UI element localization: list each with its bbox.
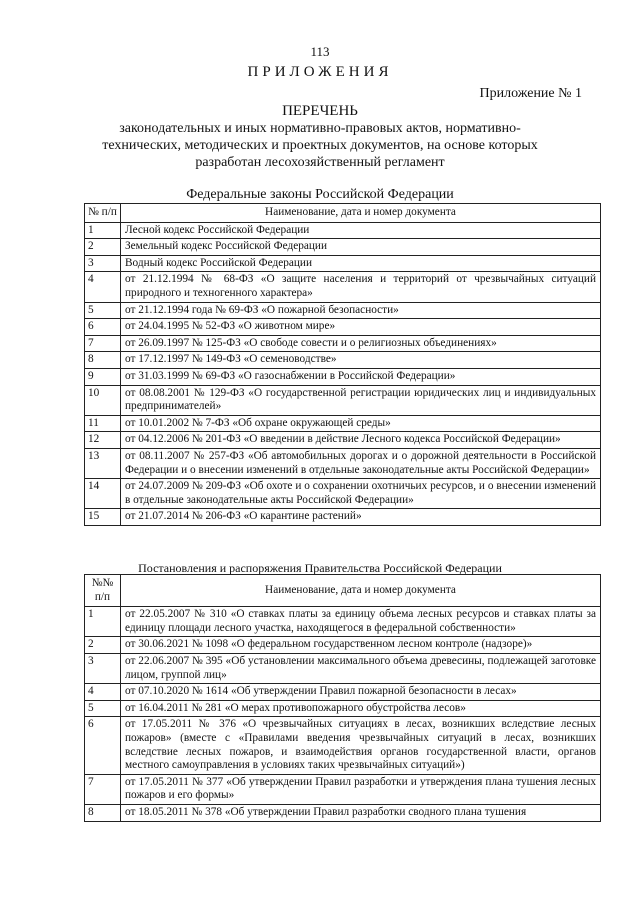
document-reference: от 18.05.2011 № 378 «Об утверждении Правил разработки сводного плана тушения (121, 804, 601, 821)
table-row (85, 653, 601, 683)
appendices-heading: ПРИЛОЖЕНИЯ (247, 64, 393, 80)
row-number: 8 (85, 804, 121, 821)
document-reference: от 26.09.1997 № 125-ФЗ «О свободе совести и о религиозных объединениях» (121, 335, 601, 352)
document-reference: от 22.05.2007 № 310 «О ставках платы за единицу объема лесных ресурсов и ставках платы за единицу площади лесного участка, находящегося в федеральной собственности» (121, 607, 601, 637)
page-number: 113 (310, 44, 330, 59)
column-header-name: Наименование, дата и номер документа (121, 575, 601, 607)
table-row (85, 272, 601, 302)
document-reference: от 31.03.1999 № 69-ФЗ «О газоснабжении в Российской Федерации» (121, 368, 601, 385)
row-number: 5 (85, 700, 121, 717)
row-number: 12 (85, 432, 121, 449)
table-row (85, 415, 601, 432)
table-row (85, 385, 601, 415)
table-row (85, 368, 601, 385)
table-header-row (85, 204, 601, 223)
table-row (85, 607, 601, 637)
table-row (85, 684, 601, 701)
document-reference: от 22.06.2007 № 395 «Об установлении максимального объема древесины, подлежащей заготовке лицом, группой лиц» (121, 653, 601, 683)
row-number: 7 (85, 774, 121, 804)
table-row (85, 335, 601, 352)
table-row (85, 479, 601, 509)
document-reference: от 10.01.2002 № 7-ФЗ «Об охране окружающей среды» (121, 415, 601, 432)
row-number: 7 (85, 335, 121, 352)
table-row (85, 804, 601, 821)
annex-label: Приложение № 1 (479, 86, 582, 101)
row-number: 13 (85, 448, 121, 478)
document-title: ПЕРЕЧЕНЬ (282, 103, 358, 119)
document-reference: от 21.07.2014 № 206-ФЗ «О карантине растений» (121, 509, 601, 526)
table-row (85, 774, 601, 804)
document-reference: от 07.10.2020 № 1614 «Об утверждении Правил пожарной безопасности в лесах» (121, 684, 601, 701)
table-row (85, 432, 601, 449)
column-header-number: № п/п (85, 204, 121, 223)
row-number: 8 (85, 352, 121, 369)
government-decrees-table (84, 574, 601, 822)
document-subtitle: законодательных и иных нормативно-правовых актов, нормативно-технических, методических и проектных документов, на основе которых разработан лесохозяйственный регламент (102, 121, 538, 170)
table-row (85, 700, 601, 717)
table-row (85, 302, 601, 319)
row-number: 15 (85, 509, 121, 526)
row-number: 6 (85, 717, 121, 774)
row-number: 4 (85, 684, 121, 701)
document-reference: Лесной кодекс Российской Федерации (121, 222, 601, 239)
section-federal-laws-title: Федеральные законы Российской Федерации (186, 187, 454, 202)
document-reference: от 24.07.2009 № 209-ФЗ «Об охоте и о сохранении охотничьих ресурсов, и о внесении изменений в отдельные законодательные акты Российской Федерации» (121, 479, 601, 509)
document-reference: от 30.06.2021 № 1098 «О федеральном государственном лесном контроле (надзоре)» (121, 637, 601, 654)
document-reference: от 17.05.2011 № 376 «О чрезвычайных ситуациях в лесах, возникших вследствие лесных пожаров» (вместе с «Правилами введения чрезвычайных ситуаций в лесах, возникших вследствие лесных пожаров, и взаимодействия органов государственной власти, органов местного самоуправления в условиях таких чрезвычайных ситуаций») (121, 717, 601, 774)
row-number: 3 (85, 255, 121, 272)
section-government-decrees-title: Постановления и распоряжения Правительства Российской Федерации (138, 561, 502, 575)
table-row (85, 637, 601, 654)
document-reference: от 21.12.1994 года № 69-ФЗ «О пожарной безопасности» (121, 302, 601, 319)
table-row (85, 717, 601, 774)
document-reference: от 08.08.2001 № 129-ФЗ «О государственной регистрации юридических лиц и индивидуальных предпринимателей» (121, 385, 601, 415)
table-row (85, 319, 601, 336)
table-row (85, 448, 601, 478)
row-number: 1 (85, 222, 121, 239)
document-reference: от 17.05.2011 № 377 «Об утверждении Правил разработки и утверждения плана тушения лесных пожаров и его формы» (121, 774, 601, 804)
row-number: 5 (85, 302, 121, 319)
row-number: 10 (85, 385, 121, 415)
row-number: 4 (85, 272, 121, 302)
document-reference: от 16.04.2011 № 281 «О мерах противопожарного обустройства лесов» (121, 700, 601, 717)
row-number: 3 (85, 653, 121, 683)
column-header-name: Наименование, дата и номер документа (121, 204, 601, 223)
document-reference: Водный кодекс Российской Федерации (121, 255, 601, 272)
document-reference: от 21.12.1994 № 68-ФЗ «О защите населения и территорий от чрезвычайных ситуаций природного и техногенного характера» (121, 272, 601, 302)
table-row (85, 255, 601, 272)
document-reference: от 17.12.1997 № 149-ФЗ «О семеноводстве» (121, 352, 601, 369)
row-number: 11 (85, 415, 121, 432)
document-reference: от 04.12.2006 № 201-ФЗ «О введении в действие Лесного кодекса Российской Федерации» (121, 432, 601, 449)
row-number: 14 (85, 479, 121, 509)
document-reference: от 24.04.1995 № 52-ФЗ «О животном мире» (121, 319, 601, 336)
table-row (85, 352, 601, 369)
row-number: 2 (85, 637, 121, 654)
row-number: 2 (85, 239, 121, 256)
row-number: 6 (85, 319, 121, 336)
table-header-row (85, 575, 601, 607)
table-row (85, 509, 601, 526)
row-number: 9 (85, 368, 121, 385)
column-header-number: №№ п/п (85, 575, 121, 607)
row-number: 1 (85, 607, 121, 637)
document-reference: Земельный кодекс Российской Федерации (121, 239, 601, 256)
document-reference: от 08.11.2007 № 257-ФЗ «Об автомобильных дорогах и о дорожной деятельности в Российской Федерации и о внесении изменений в отдельные законодательные акты Российской Федерации» (121, 448, 601, 478)
table-row (85, 222, 601, 239)
table-row (85, 239, 601, 256)
federal-laws-table (84, 203, 601, 526)
